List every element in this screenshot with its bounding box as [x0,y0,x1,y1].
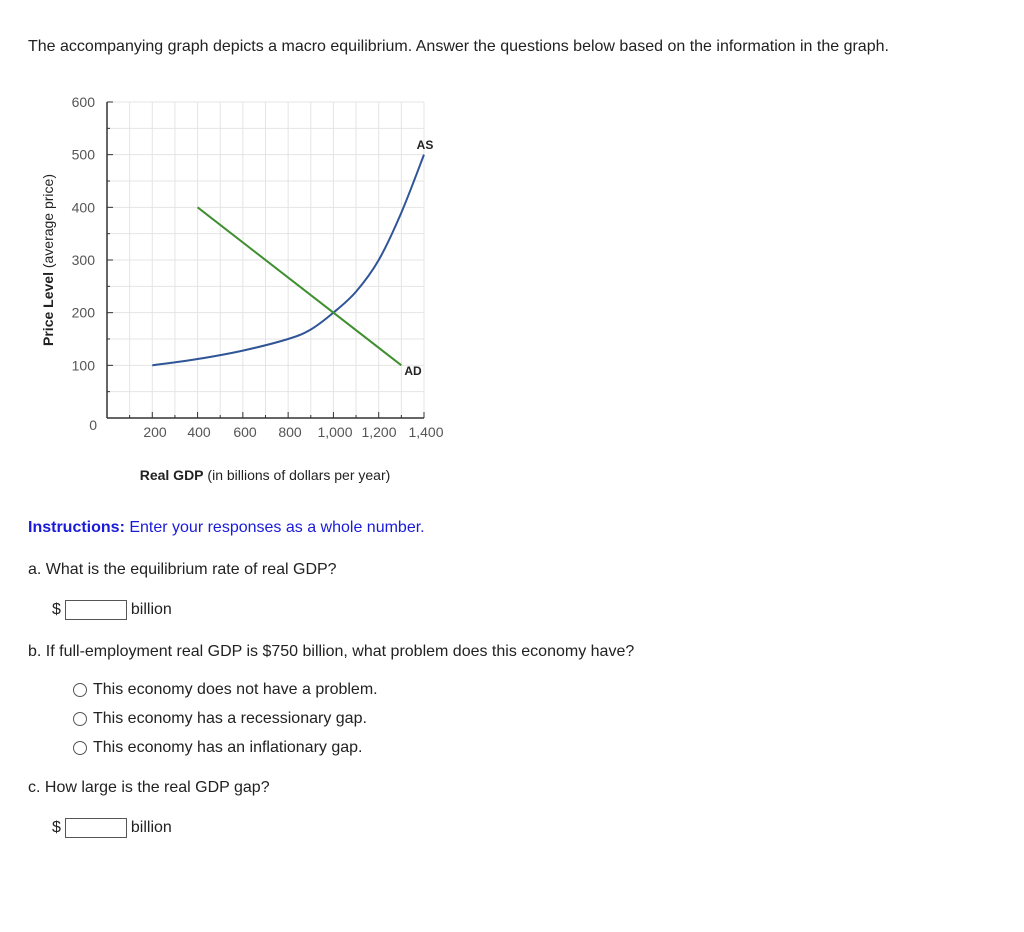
y-tick-label: 400 [71,199,95,216]
radio-button[interactable] [73,683,87,697]
instructions [28,519,425,537]
gdp-gap-input[interactable] [65,818,127,838]
option-no-problem[interactable] [73,681,378,699]
ad-as-chart [0,0,470,500]
equilibrium-gdp-input[interactable] [65,600,127,620]
ad-label: AD [404,364,422,378]
instructions-text: Enter your responses as a whole number. [124,519,425,536]
unit-label: billion [130,601,172,618]
option-recessionary-gap[interactable] [73,710,367,728]
question-c: c. How large is the real GDP gap? [28,779,270,796]
y-tick-label: 600 [71,94,95,110]
question-b: b. If full-employment real GDP is $750 billion, what problem does this economy have? [28,643,635,660]
radio-button[interactable] [73,712,87,726]
answer-c-row [52,818,172,838]
x-tick-label: 600 [233,424,257,440]
question-a: a. What is the equilibrium rate of real GDP? [28,561,337,578]
as-label: AS [416,138,434,152]
origin-label: 0 [89,417,97,433]
x-axis-label: Real GDP (in billions of dollars per year) [139,467,391,483]
x-tick-label: 400 [187,424,211,440]
y-tick-label: 500 [71,146,95,163]
intro-text: The accompanying graph depicts a macro equilibrium. Answer the questions below based on the information in the graph. [28,38,889,55]
option-label: This economy does not have a problem. [93,681,378,698]
radio-button[interactable] [73,741,87,755]
y-tick-label: 100 [71,357,95,374]
unit-label: billion [130,819,172,836]
instructions-label: Instructions: [28,519,125,536]
x-tick-label: 1,200 [361,424,397,440]
x-tick-label: 1,000 [317,424,353,440]
x-tick-label: 1,400 [408,424,444,440]
answer-a-row [52,600,172,620]
x-tick-label: 800 [278,424,302,440]
x-tick-label: 200 [143,424,167,440]
y-tick-label: 200 [71,304,95,321]
option-label: This economy has a recessionary gap. [93,710,367,727]
option-inflationary-gap[interactable] [73,739,362,757]
dollar-sign: $ [52,819,61,836]
dollar-sign: $ [52,601,61,618]
y-axis-label: Price Level (average price) [40,174,56,346]
y-tick-label: 300 [71,252,95,268]
option-label: This economy has an inflationary gap. [93,739,363,756]
